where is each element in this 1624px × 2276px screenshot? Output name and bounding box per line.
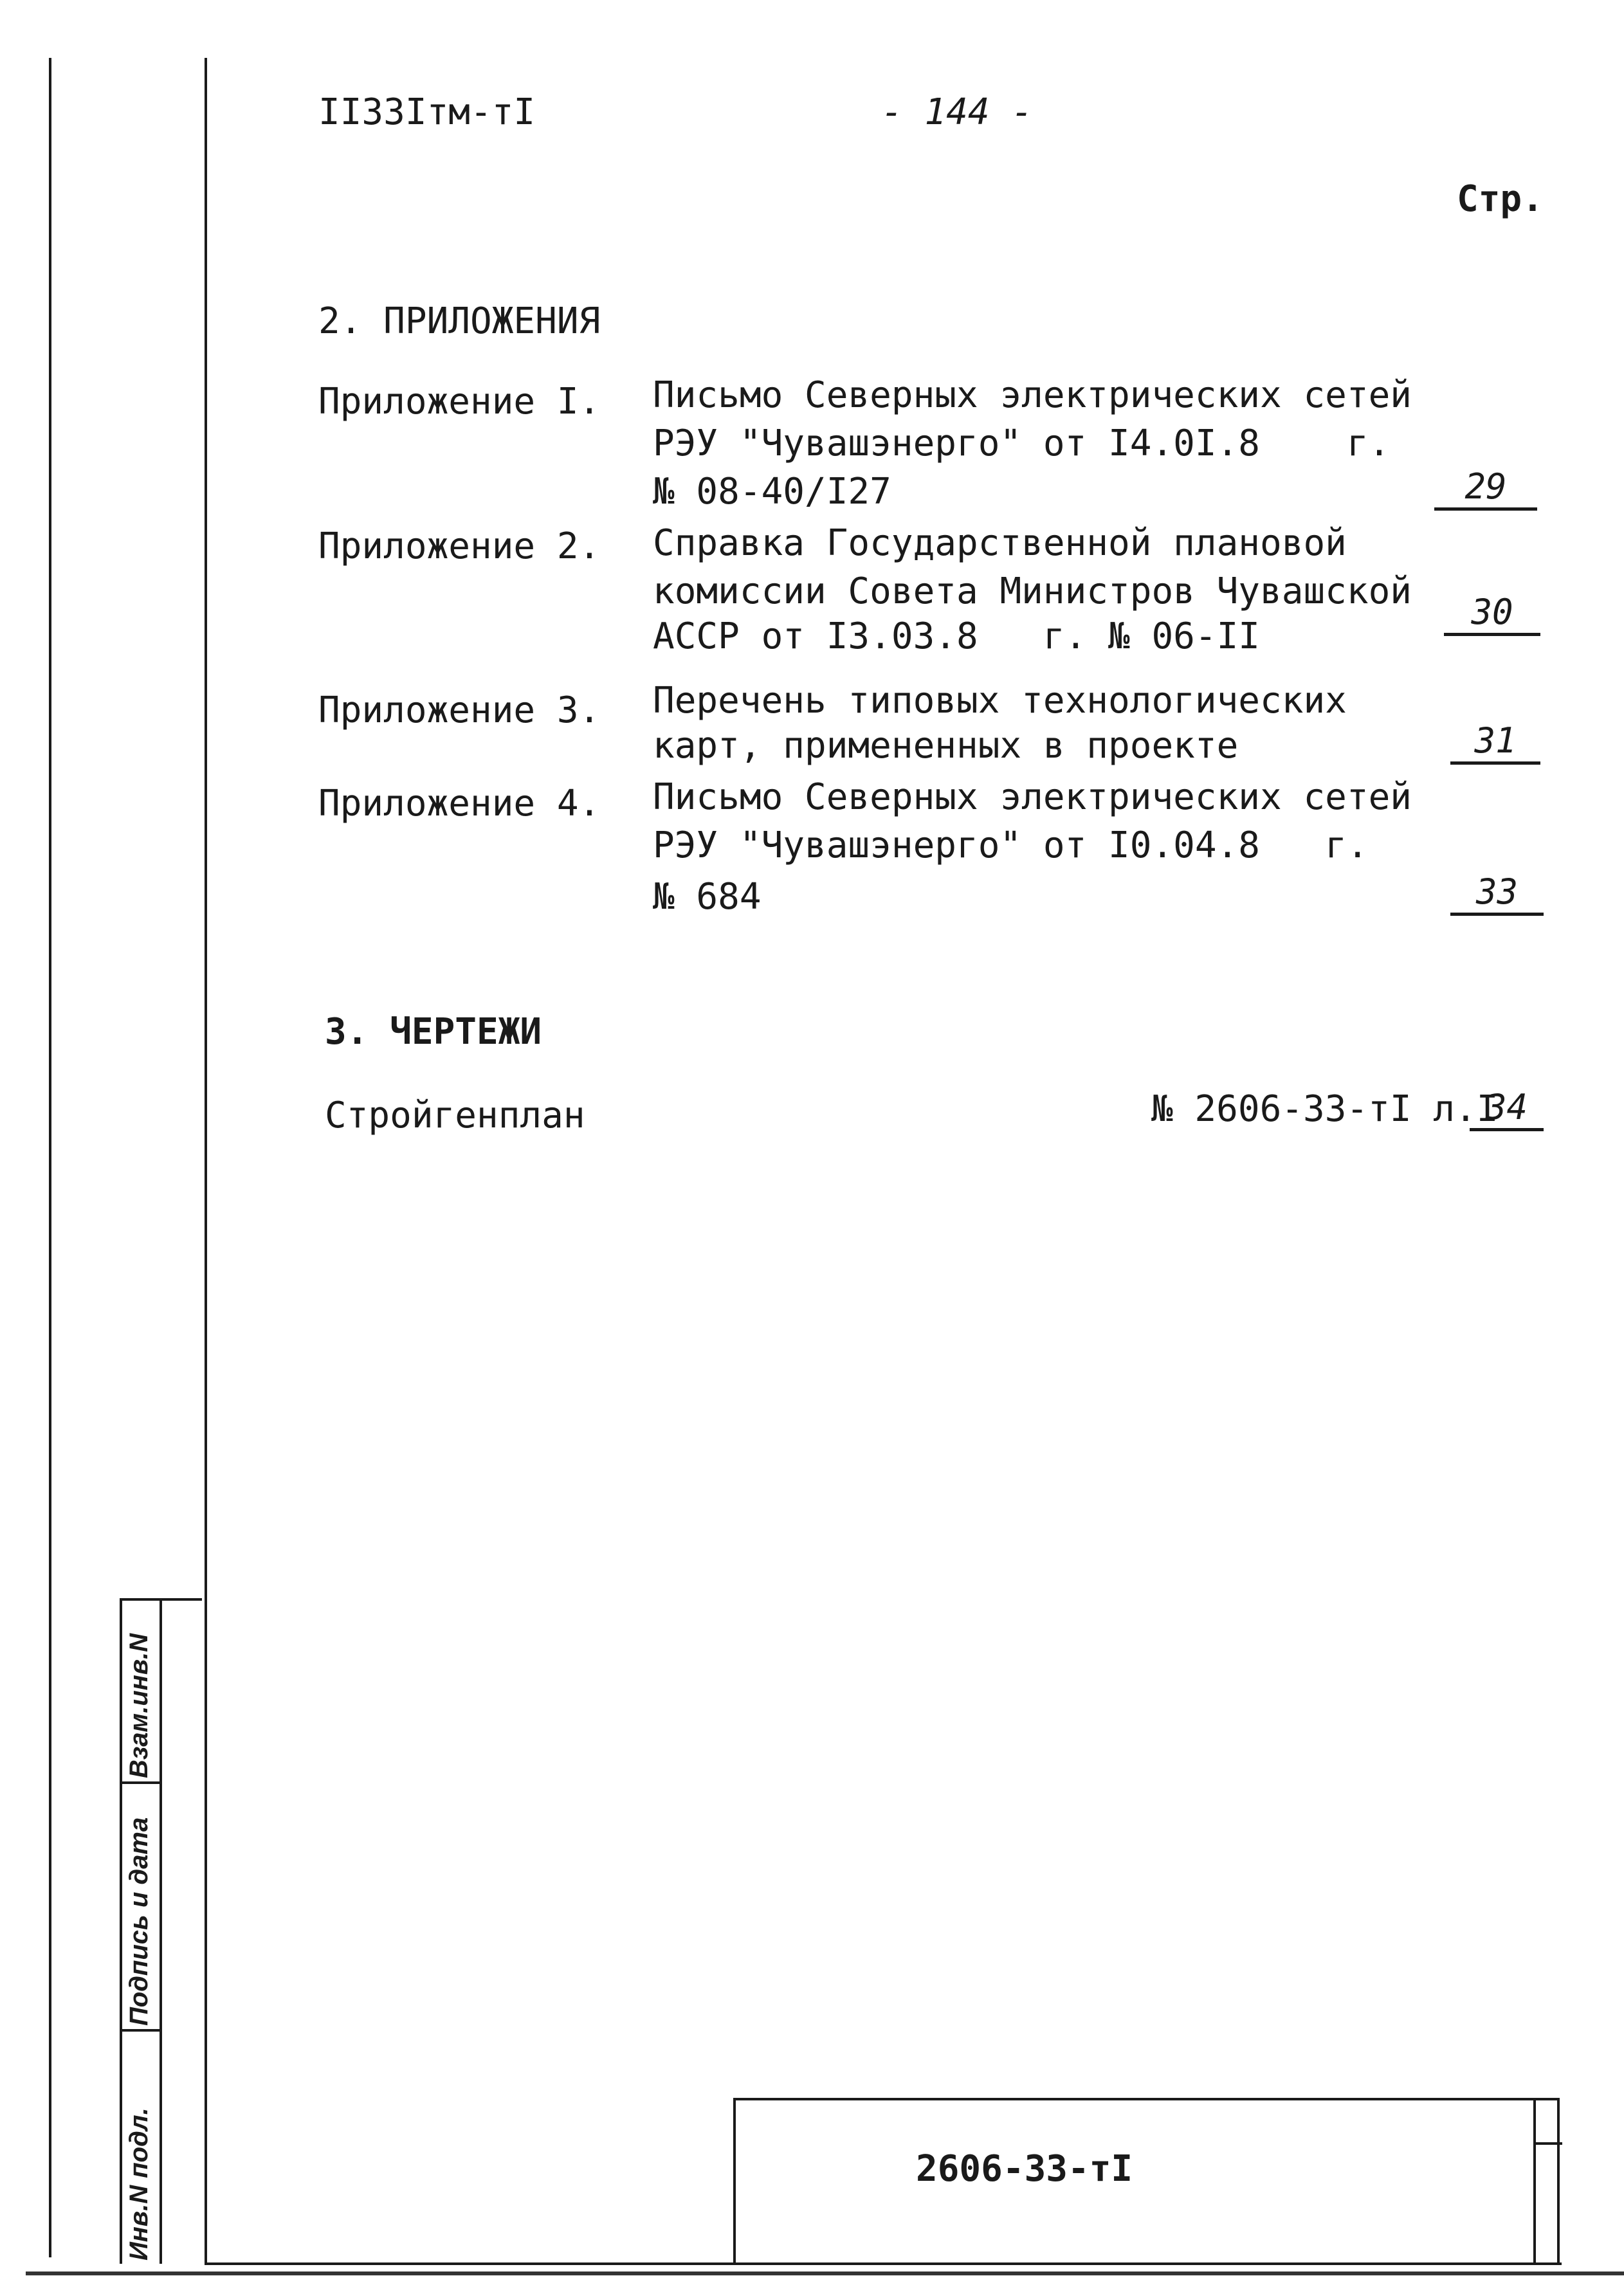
doc-code: II33Iтм-тI: [318, 91, 536, 133]
drawings-title: 3. ЧЕРТЕЖИ: [325, 1011, 542, 1053]
drawing-label: Стройгенплан: [325, 1095, 585, 1136]
appendix-page-number: 31: [1450, 720, 1540, 765]
appendix-text-line: № 08-40/I27: [653, 471, 891, 513]
side-stamp: [120, 1598, 202, 2264]
appendix-label: Приложение 2.: [318, 525, 601, 567]
page-number: - 144 -: [881, 91, 1034, 133]
appendix-page-number: 30: [1444, 592, 1540, 636]
stamp-label-sign-date: Подпись и дата: [125, 1817, 153, 2026]
appendices-title: 2. ПРИЛОЖЕНИЯ: [318, 300, 601, 342]
appendix-text-line: Письмо Северных электрических сетей: [653, 374, 1412, 416]
appendix-label: Приложение 3.: [318, 689, 601, 731]
title-block-doc-number: 2606-33-тI: [916, 2148, 1133, 2190]
title-block: [733, 2098, 1560, 2265]
appendix-text-line: карт, примененных в проекте: [653, 725, 1239, 767]
appendix-page-number: 33: [1450, 871, 1544, 916]
appendix-text-line: Письмо Северных электрических сетей: [653, 776, 1412, 818]
stamp-label-replaced: Взам.инв.N: [125, 1634, 153, 1778]
appendix-text-line: Справка Государственной плановой: [653, 522, 1347, 564]
appendix-text-line: комиссии Совета Министров Чувашской: [653, 570, 1412, 612]
appendix-page-number: 29: [1434, 466, 1537, 511]
appendix-text-line: Перечень типовых технологических: [653, 680, 1347, 722]
left-margin-line: [49, 58, 51, 2257]
frame-left-line: [205, 58, 207, 2265]
drawing-reference: № 2606-33-тI л.I: [1151, 1088, 1499, 1130]
appendix-text-line: РЭУ "Чувашэнерго" от I4.0I.8 г.: [653, 423, 1391, 464]
page-column-label: Стр.: [1457, 178, 1544, 220]
appendix-text-line: № 684: [653, 876, 762, 918]
stamp-label-inv: Инв.N подл.: [125, 2108, 153, 2261]
drawing-page-number: 34: [1470, 1087, 1544, 1131]
page-bottom-edge: [26, 2271, 1624, 2275]
appendix-text-line: РЭУ "Чувашэнерго" от I0.04.8 г.: [653, 824, 1369, 866]
appendix-text-line: АССР от I3.03.8 г. № 06-II: [653, 615, 1261, 657]
appendix-label: Приложение 4.: [318, 783, 601, 824]
appendix-label: Приложение I.: [318, 381, 601, 423]
